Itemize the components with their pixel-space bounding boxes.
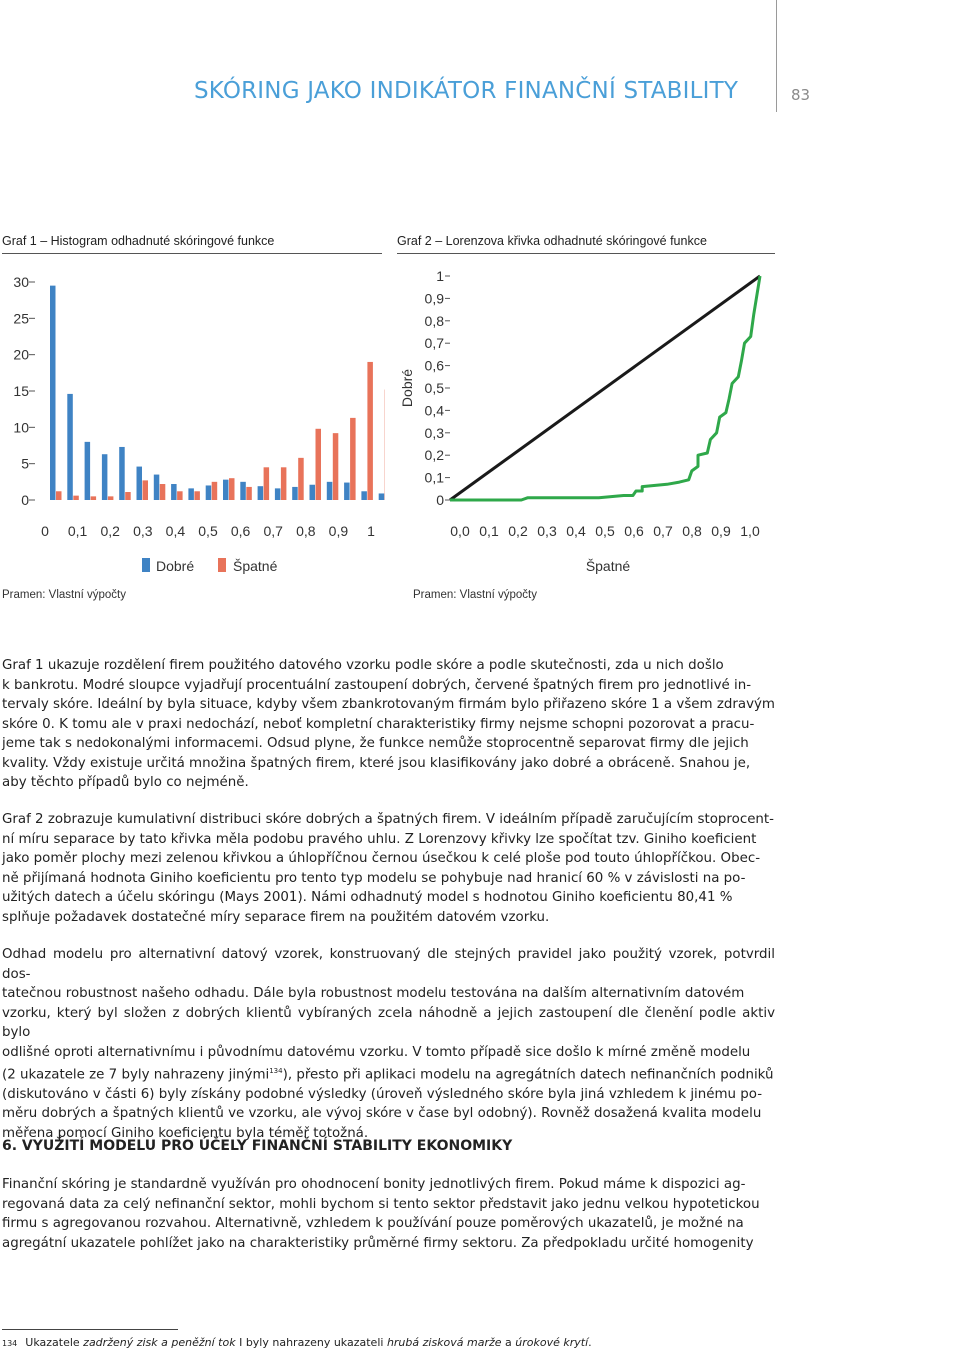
paragraph-line: ní míru separace by tato křivka měla podobu pravého uhlu. Z Lorenzovy křivky lze spočítat tzv. Giniho koeficient <box>2 831 757 847</box>
paragraph-line: měřena pomocí Giniho koeficientu byla téměř totožná. <box>2 1125 369 1141</box>
paragraph-text: ), přesto při aplikaci modelu na agregátních datech nefinančních podniků <box>282 1067 774 1083</box>
bar-spatne <box>143 480 149 500</box>
footnote-text-italic: hrubá zisková marže <box>386 1336 502 1349</box>
footnote-text: a <box>501 1336 516 1349</box>
paragraph-line: k bankrotu. Modré sloupce vyjadřují procentuální zastoupení dobrých, červené špatných firem pro jednotlivé in- <box>2 677 752 693</box>
diagonal-line <box>450 276 760 500</box>
footnote-text: I byly nahrazeny ukazateli <box>235 1336 387 1349</box>
bar-dobre <box>206 485 212 500</box>
figure-1-title: Graf 1 – Histogram odhadnuté skóringové funkce <box>2 234 275 248</box>
paragraph-text: (2 ukazatele ze 7 byly nahrazeny jinými <box>2 1067 270 1083</box>
x-tick-label: 0,8 <box>682 523 702 539</box>
y-tick-label: 1 <box>436 268 444 284</box>
x-tick-label: 0,1 <box>479 523 499 539</box>
paragraph-line: Graf 1 ukazuje rozdělení firem použitého datového vzorku podle skóre a podle skutečnosti, zda u nich došlo <box>2 658 724 673</box>
footnote-reference[interactable]: 134 <box>269 1067 283 1075</box>
bar-dobre <box>344 483 350 500</box>
bar-dobre <box>171 484 177 500</box>
bar-dobre <box>67 394 73 500</box>
bar-dobre <box>327 482 333 500</box>
y-tick-label: 0,3 <box>424 424 444 441</box>
paragraph-line: Odhad modelu pro alternativní datový vzorek, konstruovaný dle stejných pravidel jako použitý vzorek, potvrdil dos- <box>2 947 775 982</box>
y-tick-label: 0,1 <box>424 469 444 486</box>
paragraph-line: splňuje požadavek dostatečné míry separace firem na použitém datovém vzorku. <box>2 909 550 925</box>
x-tick-label: 1 <box>367 523 375 539</box>
y-tick-label: 0,5 <box>424 380 444 396</box>
bar-dobre <box>188 488 194 500</box>
bar-spatne <box>333 433 339 500</box>
y-tick-label: 15 <box>13 383 29 399</box>
bar-spatne <box>281 467 287 500</box>
bar-spatne <box>298 458 304 500</box>
paragraph-line: tatečnou robustnost našeho odhadu. Dále byla robustnost modelu testována na dalším alternativním datovém <box>2 986 745 1001</box>
figure-2-title-rule <box>397 253 775 254</box>
paragraph-3 <box>2 945 775 1143</box>
footnote-text-italic: zadržený zisk a peněžní tok <box>83 1336 236 1349</box>
paragraph-line: kvality. Vždy existuje určitá množina špatných firem, které jsou klasifikovány jako dobré a obráceně. Snahou je, <box>2 755 751 771</box>
x-tick-label: 0,5 <box>198 523 218 539</box>
y-tick-label: 0 <box>436 492 444 508</box>
bar-spatne <box>177 491 183 500</box>
legend-swatch-dobre <box>142 558 150 572</box>
x-tick-label: 0,0 <box>450 523 470 539</box>
x-tick-label: 0,4 <box>566 523 586 539</box>
bar-spatne <box>194 491 200 500</box>
paragraph-1 <box>2 656 775 793</box>
paragraph-line: regovaná data za celý nefinanční sektor, mohli bychom si tento sektor představit jako jednu velkou hypotetickou <box>2 1196 760 1212</box>
bar-dobre <box>258 486 264 500</box>
bar-dobre <box>379 493 385 500</box>
x-tick-label: 0,6 <box>230 523 251 539</box>
histogram-chart <box>0 262 385 582</box>
legend-label: Špatné <box>233 558 278 574</box>
bar-dobre <box>292 487 298 500</box>
paragraph-line: agregátní ukazatele pohlížet jako na charakteristiky průměrné firmy sektoru. Za předpokladu určité homogenity <box>2 1235 754 1251</box>
section-heading: 6. VYUŽITÍ MODELU PRO ÚČELY FINANČNÍ STABILITY EKONOMIKY <box>2 1138 513 1154</box>
paragraph-line: skóre 0. K tomu ale v praxi nedochází, neboť kompletní charakteristiky firmy nejsme schopni pozorovat a pracu- <box>2 716 755 732</box>
bar-spatne <box>91 496 97 500</box>
x-tick-label: 0,9 <box>711 523 731 539</box>
footnote-number: 134 <box>2 1339 18 1348</box>
x-tick-label: 0,4 <box>165 523 186 539</box>
bar-spatne <box>316 429 322 500</box>
paragraph-line: měru dobrých a špatných klientů ve vzorku, ale vývoj skóre v čase byl odobný). Rovněž dosažená kvalita modelu <box>2 1106 762 1122</box>
x-tick-label: 0 <box>41 523 49 539</box>
y-tick-label: 10 <box>13 419 29 436</box>
paragraph-line: jeme tak s nedokonalými informacemi. Odsud plyne, že funkce nemůže stoprocentně separovat firmy dle jejich <box>2 736 749 751</box>
y-tick-label: 0,4 <box>424 402 444 419</box>
bar-spatne <box>125 492 131 500</box>
figure-1-source: Pramen: Vlastní výpočty <box>2 589 126 601</box>
bar-spatne <box>246 487 252 500</box>
running-header-title: SKÓRING JAKO INDIKÁTOR FINANČNÍ STABILITY <box>194 78 739 104</box>
x-axis-title: Špatné <box>585 558 631 574</box>
paragraph-line: odlišné oproti alternativnímu i původnímu datovému vzorku. V tomto případě sice došlo k mírné změně modelu <box>2 1044 751 1060</box>
footnote-text: . <box>588 1336 592 1349</box>
x-tick-label: 1,0 <box>740 523 760 539</box>
paragraph-line: jako poměr plochy mezi zelenou křivkou a úhlopříčnou černou úsečkou k celé ploše pod touto úhlopříčkou. Obec- <box>2 851 761 866</box>
bar-spatne <box>56 491 62 500</box>
y-tick-label: 25 <box>13 310 29 327</box>
header-divider <box>776 0 777 112</box>
paragraph-2 <box>2 810 775 927</box>
paragraph-4 <box>2 1175 775 1253</box>
lorenz-curve-chart <box>390 262 780 582</box>
page-number: 83 <box>791 86 811 104</box>
bar-spatne <box>264 467 270 500</box>
bar-dobre <box>240 482 246 500</box>
bar-spatne <box>367 362 373 500</box>
legend-swatch-spatne <box>218 558 226 572</box>
x-tick-label: 0,6 <box>624 523 644 539</box>
bar-dobre <box>275 488 281 500</box>
paragraph-line: tervaly skóre. Ideální by byla situace, kdyby všem zbankrotovaným firmám bylo přiřazeno skóre 1 a všem zdravým <box>2 697 775 712</box>
paragraph-line: ně přijímaná hodnota Giniho koeficientu pro tento typ modelu se pohybuje nad hranicí 60 % v závislosti na po- <box>2 870 746 886</box>
x-tick-label: 0,5 <box>595 523 615 539</box>
figure-1-title-rule <box>2 253 382 254</box>
bar-dobre <box>361 491 367 500</box>
bar-spatne <box>212 482 218 500</box>
footnote-text: Ukazatele <box>25 1336 84 1349</box>
bar-spatne <box>350 418 356 500</box>
footnote-divider <box>2 1329 178 1330</box>
bar-dobre <box>137 467 143 500</box>
y-tick-label: 0,8 <box>424 312 444 329</box>
paragraph-line: firmu s agregovanou rozvahou. Alternativně, vzhledem k používání pouze poměrových ukazatelů, je možné na <box>2 1216 744 1231</box>
y-tick-label: 5 <box>21 455 29 472</box>
x-tick-label: 0,9 <box>328 523 349 539</box>
paragraph-line: Graf 2 zobrazuje kumulativní distribuci skóre dobrých a špatných firem. V ideálním případě zaručujícím stoprocent- <box>2 812 775 827</box>
footnote <box>2 1336 592 1349</box>
bar-spatne <box>73 496 79 500</box>
x-tick-label: 0,2 <box>100 523 120 539</box>
paragraph-line: vzorku, který byl složen z dobrých klientů vybíraných zcela náhodně a jejich zastoupení dle členění podle aktiv bylo <box>2 1005 775 1040</box>
bar-dobre <box>50 286 56 500</box>
paragraph-line <box>2 1062 775 1085</box>
y-tick-label: 0 <box>21 492 29 508</box>
paragraph-line: Finanční skóring je standardně využíván pro ohodnocení bonity jednotlivých firem. Pokud máme k dispozici ag- <box>2 1177 746 1192</box>
bar-spatne <box>160 484 166 500</box>
bar-dobre <box>223 480 229 500</box>
bar-dobre <box>119 447 125 500</box>
bar-dobre <box>102 454 108 500</box>
y-tick-label: 0,2 <box>424 447 444 464</box>
legend-label: Dobré <box>156 558 195 574</box>
x-tick-label: 0,7 <box>263 523 283 539</box>
figure-2-source: Pramen: Vlastní výpočty <box>413 589 537 601</box>
x-tick-label: 0,3 <box>537 523 557 539</box>
bar-dobre <box>310 485 316 500</box>
bar-spatne <box>108 496 114 500</box>
figure-2-title: Graf 2 – Lorenzova křivka odhadnuté skóringové funkce <box>397 234 707 248</box>
x-tick-label: 0,2 <box>508 523 528 539</box>
y-tick-label: 0,7 <box>424 335 444 352</box>
footnote-text-italic: úrokové krytí <box>515 1336 589 1349</box>
bar-dobre <box>154 475 160 500</box>
x-tick-label: 0,3 <box>133 523 153 539</box>
paragraph-line: užitých datech a účelu skóringu (Mays 2001). Námi odhadnutý model s hodnotou Giniho koeficientu 80,41 % <box>2 890 733 905</box>
bar-spatne <box>229 478 235 500</box>
x-tick-label: 0,7 <box>653 523 673 539</box>
y-tick-label: 20 <box>13 346 29 363</box>
y-tick-label: 0,6 <box>424 357 444 374</box>
bar-dobre <box>85 442 91 500</box>
paragraph-line: aby těchto případů bylo co nejméně. <box>2 775 249 790</box>
y-axis-title: Dobré <box>399 368 415 408</box>
paragraph-line: (diskutováno v části 6) byly získány podobné výsledky (úroveň výsledného skóre byla jiná vzhledem k jinému po- <box>2 1086 763 1102</box>
y-tick-label: 30 <box>13 274 29 290</box>
x-tick-label: 0,8 <box>296 523 316 539</box>
x-tick-label: 0,1 <box>67 523 88 539</box>
y-tick-label: 0,9 <box>424 290 444 307</box>
